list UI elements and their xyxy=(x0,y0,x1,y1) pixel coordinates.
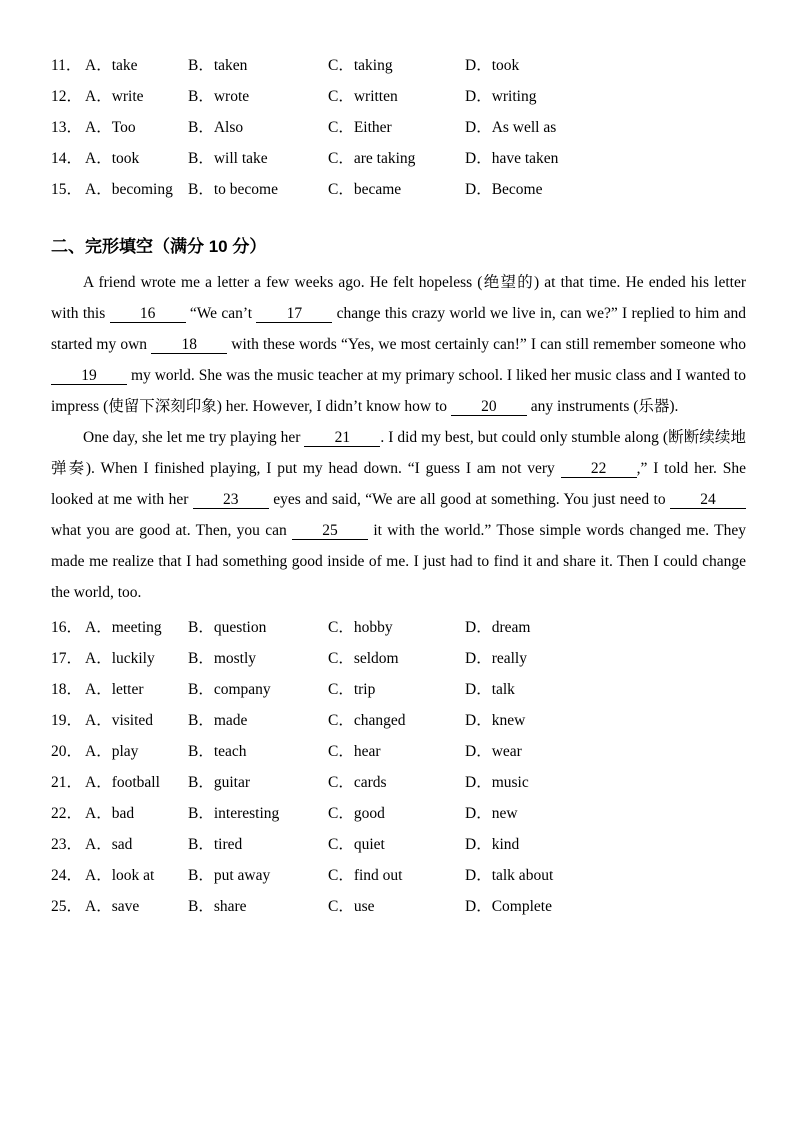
option-b: B．teach xyxy=(188,742,247,760)
option-d: D．music xyxy=(465,773,529,791)
option-d: D．wear xyxy=(465,742,522,760)
option-a: A．luckily xyxy=(85,649,155,667)
option-d: D．dream xyxy=(465,618,531,636)
question-row xyxy=(51,141,746,172)
option-c: C．cards xyxy=(328,773,387,791)
option-d: D．writing xyxy=(465,87,537,105)
option-a: A．write xyxy=(85,87,144,105)
option-c: C．seldom xyxy=(328,649,399,667)
question-number: 11． xyxy=(51,56,82,74)
option-a: A．save xyxy=(85,897,140,915)
cloze-blank-16: 16 xyxy=(110,305,186,323)
question-number: 21． xyxy=(51,773,83,791)
question-row xyxy=(51,827,746,858)
option-c: C．good xyxy=(328,804,385,822)
cloze-blank-19: 19 xyxy=(51,367,127,385)
option-c: C．trip xyxy=(328,680,376,698)
option-d: D．knew xyxy=(465,711,526,729)
option-a: A．visited xyxy=(85,711,154,729)
question-row xyxy=(51,172,746,203)
option-b: B．will take xyxy=(188,149,268,167)
question-row xyxy=(51,765,746,796)
option-b: B．tired xyxy=(188,835,243,853)
option-b: B．taken xyxy=(188,56,248,74)
option-d: D．kind xyxy=(465,835,520,853)
option-a: A．bad xyxy=(85,804,135,822)
option-c: C．are taking xyxy=(328,149,416,167)
option-b: B．company xyxy=(188,680,271,698)
option-c: C．Either xyxy=(328,118,392,136)
cloze-blank-25: 25 xyxy=(292,522,368,540)
option-c: C．written xyxy=(328,87,398,105)
question-number: 20． xyxy=(51,742,83,760)
option-a: A．took xyxy=(85,149,140,167)
cloze-blank-22: 22 xyxy=(561,460,637,478)
cloze-blank-17: 17 xyxy=(256,305,332,323)
question-row xyxy=(51,858,746,889)
question-number: 24． xyxy=(51,866,83,884)
option-c: C．hobby xyxy=(328,618,393,636)
option-c: C．changed xyxy=(328,711,406,729)
option-a: A．letter xyxy=(85,680,144,698)
option-a: A．Too xyxy=(85,118,136,136)
option-b: B．made xyxy=(188,711,248,729)
option-a: A．sad xyxy=(85,835,133,853)
option-d: D．Complete xyxy=(465,897,552,915)
option-d: D．As well as xyxy=(465,118,557,136)
option-a: A．look at xyxy=(85,866,155,884)
cloze-blank-20: 20 xyxy=(451,398,527,416)
cloze-blank-18: 18 xyxy=(151,336,227,354)
passage-paragraph: A friend wrote me a letter a few weeks ago. He felt hopeless (绝望的) at that time. He ended his letter with this 16 “We can’t 17 change this crazy world we live in, can we?” I replied to him and started my own 18 with these words “Yes, we most certainly can!” I can still remember someone who 19 my world. She was the music teacher at my primary school. I liked her music class and I wanted to impress (使留下深刻印象) her. However, I didn’t know how to 20 any instruments (乐器). xyxy=(51,274,746,415)
option-c: C．hear xyxy=(328,742,381,760)
question-row xyxy=(51,796,746,827)
cloze-blank-21: 21 xyxy=(304,429,380,447)
cloze-blank-23: 23 xyxy=(193,491,269,509)
question-number: 12． xyxy=(51,87,83,105)
option-d: D．talk about xyxy=(465,866,554,884)
question-row xyxy=(51,734,746,765)
question-number: 13． xyxy=(51,118,83,136)
question-number: 18． xyxy=(51,680,83,698)
option-b: B．interesting xyxy=(188,804,280,822)
option-c: C．find out xyxy=(328,866,403,884)
option-d: D．Become xyxy=(465,180,543,198)
option-b: B．to become xyxy=(188,180,278,198)
question-row xyxy=(51,703,746,734)
option-a: A．becoming xyxy=(85,180,173,198)
option-d: D．really xyxy=(465,649,527,667)
option-b: B．share xyxy=(188,897,247,915)
question-number: 14． xyxy=(51,149,83,167)
questions-16-25 xyxy=(51,610,746,920)
question-row xyxy=(51,110,746,141)
question-number: 19． xyxy=(51,711,83,729)
questions-11-15 xyxy=(51,48,746,203)
option-c: C．became xyxy=(328,180,402,198)
option-b: B．question xyxy=(188,618,267,636)
option-d: D．talk xyxy=(465,680,515,698)
option-a: A．football xyxy=(85,773,160,791)
question-number: 17． xyxy=(51,649,83,667)
option-c: C．taking xyxy=(328,56,393,74)
option-c: C．use xyxy=(328,897,375,915)
option-a: A．take xyxy=(85,56,138,74)
question-row xyxy=(51,610,746,641)
cloze-blank-24: 24 xyxy=(670,491,746,509)
option-b: B．Also xyxy=(188,118,244,136)
option-d: D．new xyxy=(465,804,518,822)
question-number: 23． xyxy=(51,835,83,853)
question-row xyxy=(51,641,746,672)
cloze-passage xyxy=(51,267,746,608)
question-row xyxy=(51,672,746,703)
option-d: D．took xyxy=(465,56,520,74)
option-a: A．play xyxy=(85,742,139,760)
option-b: B．put away xyxy=(188,866,271,884)
question-row xyxy=(51,889,746,920)
option-c: C．quiet xyxy=(328,835,385,853)
option-d: D．have taken xyxy=(465,149,559,167)
option-b: B．guitar xyxy=(188,773,250,791)
question-number: 22． xyxy=(51,804,83,822)
section-heading: 二、完形填空（满分 10 分） xyxy=(51,237,267,256)
question-row xyxy=(51,48,746,79)
question-number: 16． xyxy=(51,618,83,636)
option-b: B．wrote xyxy=(188,87,250,105)
question-number: 25． xyxy=(51,897,83,915)
question-number: 15． xyxy=(51,180,83,198)
option-b: B．mostly xyxy=(188,649,257,667)
question-row xyxy=(51,79,746,110)
option-a: A．meeting xyxy=(85,618,162,636)
passage-paragraph: One day, she let me try playing her 21 . I did my best, but could only stumble along (断断续续地弹奏). When I finished playing, I put my head down. “I guess I am not very 22 ,” I told her. She looked at me with her 23 eyes and said, “We are all good at something. You just need to 24 what you are good at. Then, you can 25 it with the world.” Those simple words changed me. They made me realize that I had something good inside of me. I just had to find it and share it. Then I could change the world, too. xyxy=(51,429,746,601)
